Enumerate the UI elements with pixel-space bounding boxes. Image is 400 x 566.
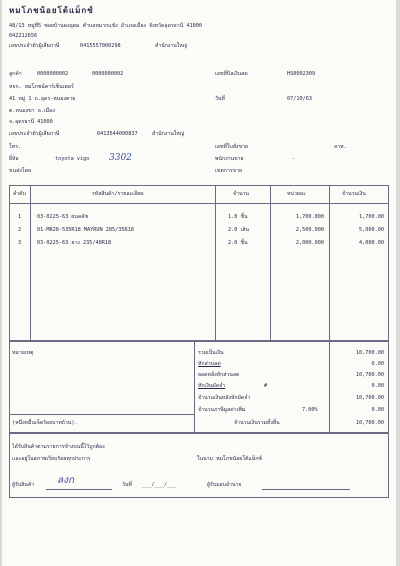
customer-branch: สำนักงานใหญ่ [152,131,185,137]
row-amount: 4,000.00 [359,240,384,246]
summary-value-total: 10,700.00 [355,350,384,356]
doc-date: 07/10/63 [287,96,312,102]
company-phone: 042212656 [9,33,38,39]
row-amount: 1,700.00 [359,214,384,220]
summary-label-discount: หักส่วนลด [198,361,221,367]
col-header-price: หน่วยละ [287,191,306,197]
row-no: 1 [18,214,22,220]
col-header-no: ลำดับ [13,191,26,197]
items-table [9,185,389,341]
receiver-label: ผู้รับสินค้า [12,482,35,488]
summary-value-discount: 0.00 [371,361,384,367]
footer-received: ได้รับสินค้าตามรายการข้างบนนี้ไว้ถูกต้อง [12,444,105,450]
company-address: 48/13 หมู่ที่5 ซอยบ้านดงอุดม ตำบลหมากแข้ง อำเภอเมือง จังหวัดอุดรธานี 41000 [9,23,203,29]
row-qty: 2.0 ชิ้น [228,240,248,246]
company-tax-id: 0415557000298 [80,43,121,49]
customer-address-1: 41 หมู่ 1 ถ.อุดร-หนองคาย [9,96,76,102]
row-desc: 01-MR28-535R18 MAYRUN 285/35R18 [37,227,134,233]
doc-salesman: - [292,156,296,162]
doc-number: HS0002309 [287,71,316,77]
company-tax-label: เลขประจำตัวผู้เสียภาษี [9,43,60,49]
customer-code-2: 0000000002 [92,71,124,77]
customer-name: หจก. สมโภชน์คาร์เซ็นเตอร์ [9,84,74,90]
row-price: 1,700.000 [295,214,324,220]
summary-value-after-discount: 10,700.00 [355,372,384,378]
doc-ref-value: ลาท. [334,144,347,150]
summary-label-vat: จำนวนภาษีมูลค่าเพิ่ม [198,407,246,413]
customer-model-handwritten: 3302 [109,153,132,163]
summary-label-after-deposit: จำนวนเงินหลังหักมัดจำ [198,395,251,401]
footer-condition: และอยู่ในสภาพเรียบร้อยทุกประการ [12,456,91,462]
row-qty: 2.0 เส้น [228,227,249,233]
customer-address-2: ต.หนองขา อ.เมือง [9,108,55,114]
customer-tax-label: เลขประจำตัวผู้เสียภาษี [9,131,60,137]
doc-date-label: วันที่ [215,96,225,102]
summary-value-vat: 0.00 [371,407,384,413]
footer-on-behalf: ในนาม หมโภชน้อยโต้แม็กซ์ [197,456,262,462]
col-header-amount: จำนวนเงิน [342,191,366,197]
summary-label-grand-total: จำนวนเงินรวมทั้งสิ้น [234,420,280,426]
doc-salesman-label: พนักงานขาย [215,156,244,162]
row-amount: 5,000.00 [359,227,384,233]
summary-divider [9,414,194,415]
table-header-divider [9,203,389,204]
summary-value-grand-total: 10,700.00 [355,420,384,426]
summary-label-total: รวมเป็นเงิน [198,350,224,356]
customer-code-label: ลูกค้า [9,71,22,77]
company-name: หมโภชน้อยโต้แม็กซ์ [9,6,94,15]
summary-divider [329,341,330,433]
summary-value-deposit: 0.00 [371,383,384,389]
note-label: หมายเหตุ [12,350,34,356]
customer-address-3: จ.อุดรธานี 41000 [9,119,53,125]
col-header-qty: จำนวน [233,191,249,197]
receiver-signature-line [46,489,112,490]
customer-model: toyota vigo [55,156,90,162]
summary-value-after-deposit: 10,700.00 [355,395,384,401]
authorized-label: ผู้รับมอบอำนาจ [207,482,242,488]
customer-tel-label: โทร. [9,144,22,150]
row-no: 2 [18,227,22,233]
summary-divider [194,341,195,433]
summary-label-deposit: หักเงินมัดจำ [198,383,226,389]
summary-label-after-discount: ยอดหลังหักส่วนลด [198,372,240,378]
receive-date-label: วันที่ [122,482,132,488]
row-price: 2,500.000 [295,227,324,233]
col-header-desc: รหัสสินค้า/รายละเอียด [92,191,144,197]
row-desc: 03-0225-63 ผ่นคลัช [37,214,89,220]
doc-due-label: เขตการขาย [215,168,243,174]
table-col-divider [270,185,271,341]
customer-code: 0000000002 [37,71,69,77]
table-col-divider [30,185,31,341]
table-col-divider [329,185,330,341]
doc-number-label: เลขที่บิลเงินสด [215,71,248,77]
authorized-signature-line [262,489,350,490]
summary-vat-rate: 7.00% [302,407,318,413]
company-branch: สำนักงานใหญ่ [155,43,188,49]
invoice-page [2,0,396,566]
table-col-divider [215,185,216,341]
customer-model-label: ยี่ห้อ [9,156,19,162]
amount-in-words: (หนึ่งหมื่นเจ็ดร้อยบาทถ้วน). [12,420,78,426]
customer-ship-label: ขนส่งโดย [9,168,31,174]
receive-date-blank: ___/___/___ [142,482,177,488]
receiver-signature: ลงก [57,475,75,486]
row-no: 3 [18,240,22,246]
row-price: 2,000.000 [295,240,324,246]
row-qty: 1.0 ชิ้น [228,214,248,220]
row-desc: 03-0225-63 ยาง 235/40R18 [37,240,112,246]
customer-tax-id: 0413544000837 [97,131,138,137]
summary-deposit-hash: # [264,383,268,389]
doc-ref-label: เลขที่ใบสั่งขาย [215,144,248,150]
